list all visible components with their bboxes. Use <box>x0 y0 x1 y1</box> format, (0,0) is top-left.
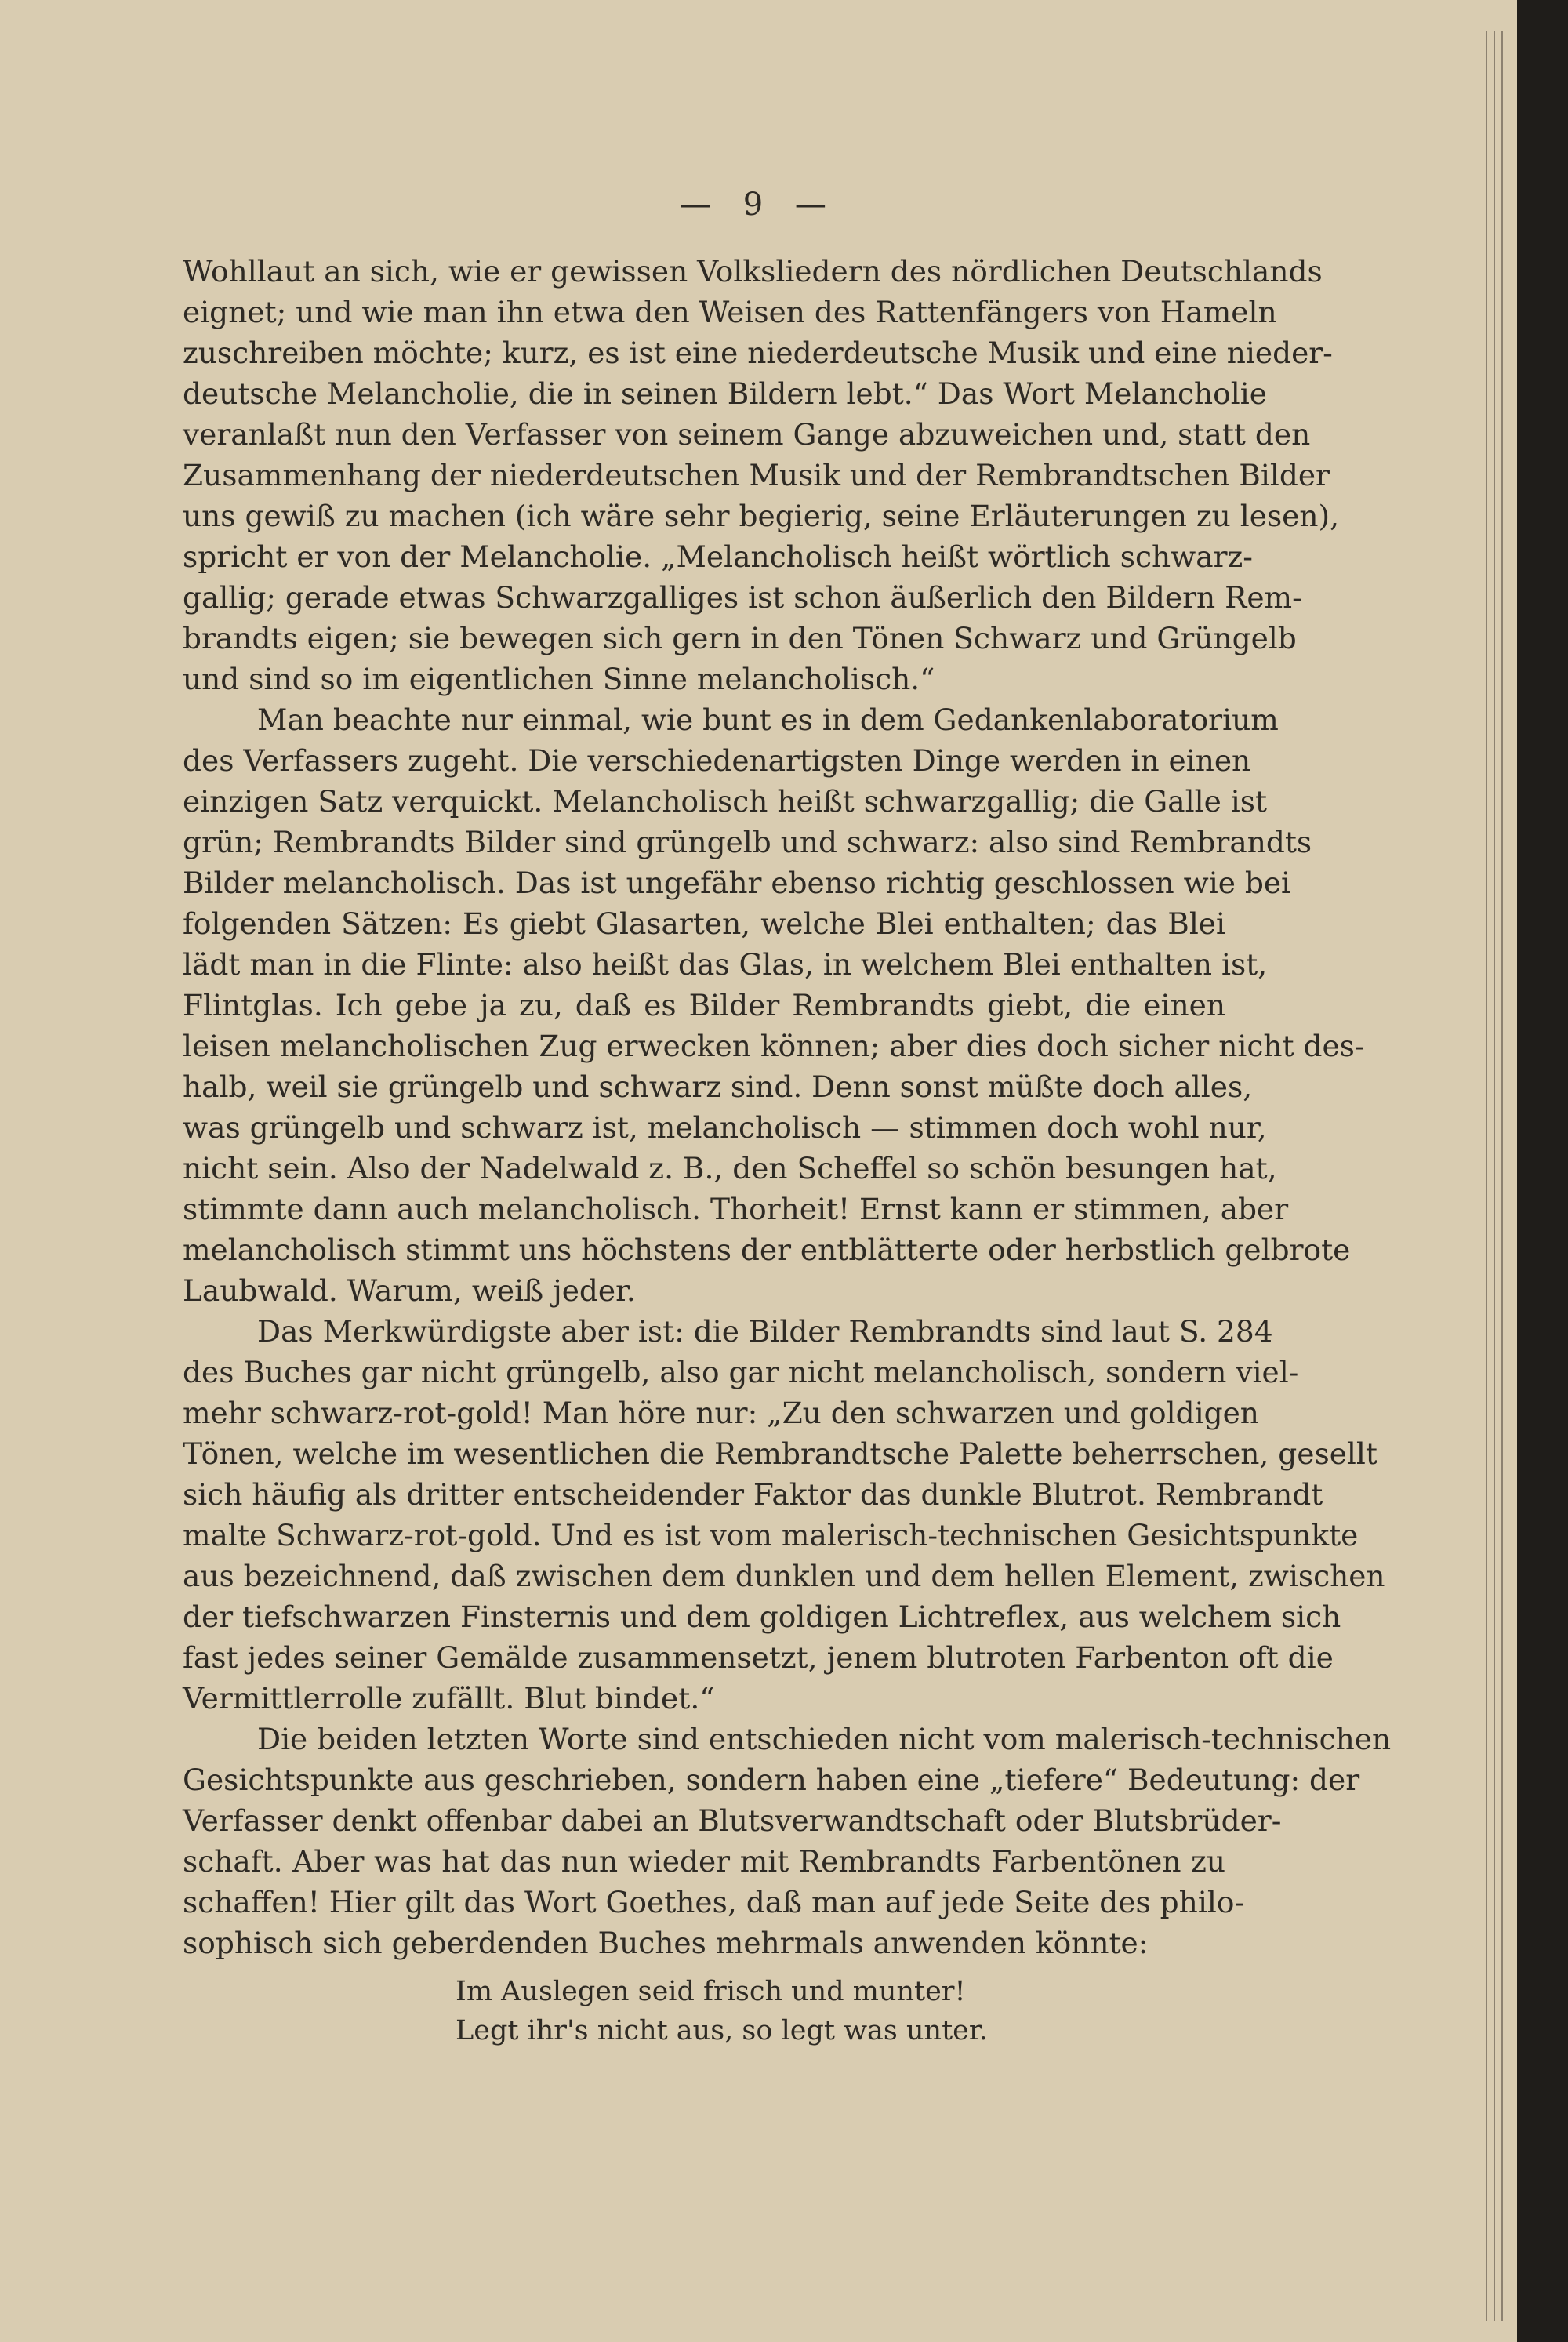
text-line: Laubwald. Warum, weiß jeder. <box>183 1273 636 1308</box>
text-line: schaffen! Hier gilt das Wort Goethes, daß man auf jede Seite des philo- <box>183 1885 1245 1919</box>
text-line: aus bezeichnend, daß zwischen dem dunklen und dem hellen Element, zwischen <box>183 1559 1385 1593</box>
text-line: zuschreiben möchte; kurz, es ist eine niederdeutsche Musik und eine nieder- <box>183 336 1333 370</box>
text-line: stimmte dann auch melancholisch. Thorheit! Ernst kann er stimmen, aber <box>183 1192 1289 1226</box>
text-line: gallig; gerade etwas Schwarzgalliges ist schon äußerlich den Bildern Rem- <box>183 580 1302 615</box>
text-line: leisen melancholischen Zug erwecken können; aber dies doch sicher nicht des- <box>183 1029 1365 1063</box>
text-line: Man beachte nur einmal, wie bunt es in dem Gedankenlaboratorium <box>257 703 1279 737</box>
text-line: melancholisch stimmt uns höchstens der entblätterte oder herbstlich gelbrote <box>183 1233 1351 1267</box>
text-line: des Buches gar nicht grüngelb, also gar nicht melancholisch, sondern viel- <box>183 1355 1299 1389</box>
text-line: Bilder melancholisch. Das ist ungefähr ebenso richtig geschlossen wie bei <box>183 866 1291 900</box>
page-edge-line <box>1486 31 1487 2321</box>
text-line: uns gewiß zu machen (ich wäre sehr begierig, seine Erläuterungen zu lesen), <box>183 499 1340 533</box>
book-spine <box>1517 0 1568 2342</box>
text-line: mehr schwarz-rot-gold! Man höre nur: „Zu den schwarzen und goldigen <box>183 1396 1259 1430</box>
text-line: Vermittlerrolle zufällt. Blut bindet.“ <box>183 1681 715 1716</box>
text-line: Zusammenhang der niederdeutschen Musik und der Rembrandtschen Bilder <box>183 458 1330 492</box>
text-line: fast jedes seiner Gemälde zusammensetzt, jenem blutroten Farbenton oft die <box>183 1640 1334 1675</box>
text-line: Verfasser denkt offenbar dabei an Blutsverwandtschaft oder Blutsbrüder- <box>183 1803 1282 1838</box>
text-line: folgenden Sätzen: Es giebt Glasarten, welche Blei enthalten; das Blei <box>183 906 1225 941</box>
text-line: veranlaßt nun den Verfasser von seinem Gange abzuweichen und, statt den <box>183 417 1311 452</box>
text-line: Gesichtspunkte aus geschrieben, sondern haben eine „tiefere“ Bedeutung: der <box>183 1763 1360 1797</box>
text-line: der tiefschwarzen Finsternis und dem goldigen Lichtreflex, aus welchem sich <box>183 1599 1341 1634</box>
text-line: lädt man in die Flinte: also heißt das Glas, in welchem Blei enthalten ist, <box>183 947 1268 982</box>
text-line: Die beiden letzten Worte sind entschieden nicht vom malerisch-technischen <box>257 1722 1392 1756</box>
page-number: — 9 — <box>680 187 837 223</box>
text-line: Flintglas. Ich gebe ja zu, daß es Bilder Rembrandts giebt, die einen <box>183 988 1225 1022</box>
text-line: Das Merkwürdigste aber ist: die Bilder Rembrandts sind laut S. 284 <box>257 1314 1273 1349</box>
text-line: eignet; und wie man ihn etwa den Weisen des Rattenfängers von Hameln <box>183 295 1277 329</box>
text-line: schaft. Aber was hat das nun wieder mit Rembrandts Farbentönen zu <box>183 1844 1225 1879</box>
text-line: des Verfassers zugeht. Die verschiedenartigsten Dinge werden in einen <box>183 743 1251 778</box>
body-text <box>183 251 1392 1963</box>
text-line: Wohllaut an sich, wie er gewissen Volksliedern des nördlichen Deutschlands <box>183 254 1323 289</box>
text-line: brandts eigen; sie bewegen sich gern in den Tönen Schwarz und Grüngelb <box>183 621 1297 655</box>
page-edge-line <box>1501 31 1503 2321</box>
text-line: grün; Rembrandts Bilder sind grüngelb und schwarz: also sind Rembrandts <box>183 825 1312 859</box>
text-line: was grüngelb und schwarz ist, melancholisch — stimmen doch wohl nur, <box>183 1110 1267 1145</box>
text-line: sophisch sich geberdenden Buches mehrmals anwenden könnte: <box>183 1926 1149 1960</box>
text-line: einzigen Satz verquickt. Melancholisch heißt schwarzgallig; die Galle ist <box>183 784 1268 819</box>
quote-line: Legt ihr's nicht aus, so legt was unter. <box>456 2015 988 2046</box>
text-line: spricht er von der Melancholie. „Melancholisch heißt wörtlich schwarz- <box>183 539 1253 574</box>
text-line: nicht sein. Also der Nadelwald z. B., den Scheffel so schön besungen hat, <box>183 1151 1277 1186</box>
goethe-quote <box>456 1972 988 2050</box>
quote-line: Im Auslegen seid frisch und munter! <box>456 1976 966 2007</box>
text-line: malte Schwarz-rot-gold. Und es ist vom malerisch-technischen Gesichtspunkte <box>183 1518 1359 1552</box>
text-line: sich häufig als dritter entscheidender Faktor das dunkle Blutrot. Rembrandt <box>183 1477 1323 1512</box>
text-line: halb, weil sie grüngelb und schwarz sind. Denn sonst müßte doch alles, <box>183 1069 1253 1104</box>
text-line: Tönen, welche im wesentlichen die Rembrandtsche Palette beherrschen, gesellt <box>183 1436 1377 1471</box>
page-edge-line <box>1494 31 1495 2321</box>
text-line: deutsche Melancholie, die in seinen Bildern lebt.“ Das Wort Melancholie <box>183 376 1267 411</box>
text-line: und sind so im eigentlichen Sinne melancholisch.“ <box>183 662 935 696</box>
